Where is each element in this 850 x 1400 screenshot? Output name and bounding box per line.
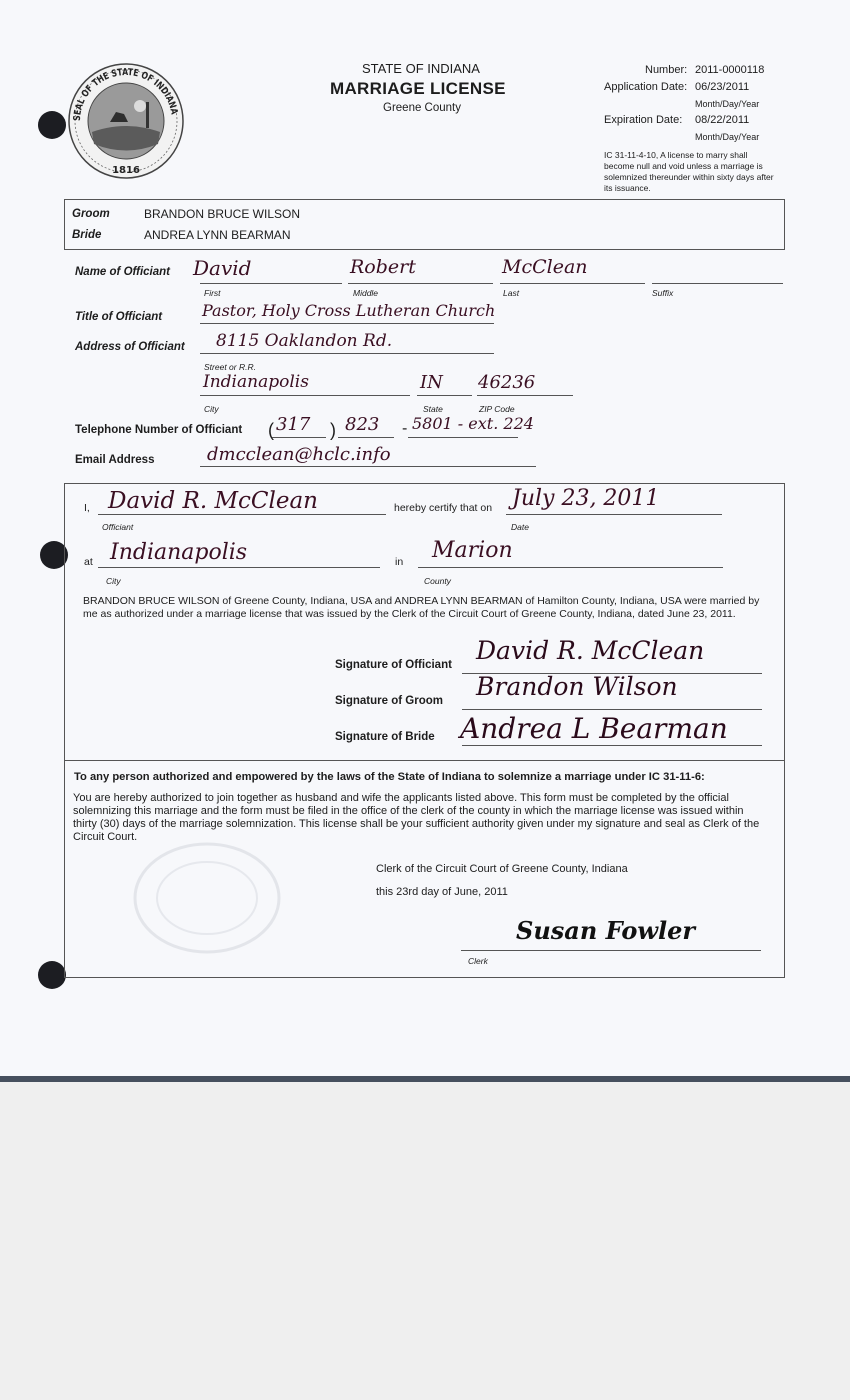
street-line bbox=[200, 353, 494, 354]
document-title: MARRIAGE LICENSE bbox=[330, 79, 506, 98]
phone-area-line bbox=[272, 437, 326, 438]
suffix-line bbox=[652, 283, 783, 284]
officiant-name-label: Name of Officiant bbox=[75, 266, 170, 278]
paper-bottom-edge bbox=[0, 1076, 850, 1082]
state-caption: State bbox=[423, 404, 443, 414]
groom-signature: Brandon Wilson bbox=[476, 672, 678, 701]
marriage-date: July 23, 2011 bbox=[512, 486, 660, 511]
officiant-phone-label: Telephone Number of Officiant bbox=[75, 424, 243, 436]
last-caption: Last bbox=[503, 288, 520, 298]
first-name-line bbox=[200, 283, 342, 284]
officiant-email-label: Email Address bbox=[75, 454, 155, 466]
issue-date: this 23rd day of June, 2011 bbox=[376, 886, 508, 898]
certify-text: hereby certify that on bbox=[394, 502, 493, 514]
expiration-date-format: Month/Day/Year bbox=[695, 132, 760, 142]
groom-name: BRANDON BRUCE WILSON bbox=[144, 207, 301, 221]
zip-caption: ZIP Code bbox=[479, 404, 515, 414]
state-name: STATE OF INDIANA bbox=[362, 61, 480, 76]
marriage-county-caption: County bbox=[424, 576, 451, 586]
state-line bbox=[417, 395, 472, 396]
phone-area-code: 317 bbox=[276, 414, 311, 435]
application-date-format: Month/Day/Year bbox=[695, 99, 760, 109]
street-caption: Street or R.R. bbox=[204, 362, 256, 372]
application-date: 06/23/2011 bbox=[695, 81, 750, 93]
first-caption: First bbox=[204, 288, 221, 298]
embossed-seal-icon bbox=[132, 842, 282, 954]
authorization-body: You are hereby authorized to join together as husband and wife the applicants listed above. This form must be completed by the official solemnizing this marriage and the form must be filed in the office of the clerk of the county in which the marriage license was issued within thirty (30) days of the marriage solemnization. This license shall be your sufficient authority given under my signature and seal as Clerk of the Circuit Court. bbox=[73, 792, 760, 843]
punch-hole-bottom bbox=[38, 961, 66, 989]
state-seal-icon bbox=[66, 62, 186, 180]
marriage-city-caption: City bbox=[106, 576, 121, 586]
marriage-county: Marion bbox=[432, 538, 513, 563]
sig-bride-line bbox=[462, 745, 762, 746]
officiant-title-label: Title of Officiant bbox=[75, 311, 163, 323]
city-line bbox=[200, 395, 410, 396]
officiant-street: 8115 Oaklandon Rd. bbox=[216, 331, 393, 351]
phone-line-number: 5801 - ext. 224 bbox=[412, 414, 534, 433]
expiration-date-label: Expiration Date: bbox=[604, 114, 683, 126]
officiant-zip: 46236 bbox=[478, 372, 536, 393]
phone-dash: - bbox=[402, 420, 408, 437]
bride-name: ANDREA LYNN BEARMAN bbox=[144, 228, 291, 242]
title-line bbox=[200, 323, 494, 324]
punch-hole-top bbox=[38, 111, 66, 139]
officiant-middle-name: Robert bbox=[350, 256, 416, 278]
sig-bride-label: Signature of Bride bbox=[335, 731, 435, 743]
last-name-line bbox=[500, 283, 645, 284]
officiant-city: Indianapolis bbox=[203, 372, 309, 392]
middle-caption: Middle bbox=[353, 288, 379, 298]
sig-officiant-label: Signature of Officiant bbox=[335, 659, 452, 671]
marriage-county-line bbox=[418, 567, 723, 568]
clerk-signature-line bbox=[461, 950, 761, 951]
seal-year: 1816 bbox=[112, 165, 140, 176]
seal-text: SEAL OF THE STATE OF INDIANA bbox=[71, 66, 180, 122]
clerk-caption: Clerk bbox=[468, 956, 488, 966]
officiant-state: IN bbox=[420, 372, 443, 393]
phone-close-paren: ) bbox=[330, 420, 336, 440]
marriage-city: Indianapolis bbox=[110, 540, 248, 565]
bride-label: Bride bbox=[72, 229, 102, 241]
clerk-signature: Susan Fowler bbox=[516, 916, 696, 945]
officiant-email: dmcclean@hclc.info bbox=[207, 444, 391, 465]
phone-open-paren: ( bbox=[268, 420, 274, 440]
phone-prefix: 823 bbox=[345, 414, 380, 435]
zip-line bbox=[477, 395, 573, 396]
license-number: 2011-0000118 bbox=[695, 64, 765, 76]
suffix-caption: Suffix bbox=[652, 288, 674, 298]
marriage-date-caption: Date bbox=[511, 522, 529, 532]
marriage-statement: BRANDON BRUCE WILSON of Greene County, Indiana, USA and ANDREA LYNN BEARMAN of Hamilton County, Indiana, USA were married by me as authorized under a marriage license that was issued by the Clerk of the Circuit Court of Greene County, Indiana, dated June 23, 2011. bbox=[83, 595, 760, 620]
groom-label: Groom bbox=[72, 208, 110, 220]
middle-name-line bbox=[348, 283, 493, 284]
officiant-last-name: McClean bbox=[502, 256, 588, 278]
section-divider bbox=[64, 760, 784, 761]
certify-officiant-line bbox=[98, 514, 386, 515]
sig-groom-label: Signature of Groom bbox=[335, 695, 443, 707]
email-line bbox=[200, 466, 536, 467]
officiant-signature: David R. McClean bbox=[476, 636, 705, 665]
officiant-first-name: David bbox=[193, 256, 252, 280]
in-label: in bbox=[395, 556, 404, 568]
at-label: at bbox=[84, 556, 93, 568]
certify-i-label: I, bbox=[84, 502, 90, 514]
certify-officiant-name: David R. McClean bbox=[108, 488, 318, 514]
phone-line-line bbox=[408, 437, 518, 438]
validity-notice: IC 31-11-4-10, A license to marry shall become null and void unless a marriage is solemnized thereunder within sixty days after its issuance. bbox=[604, 150, 774, 193]
officiant-title: Pastor, Holy Cross Lutheran Church bbox=[202, 301, 496, 320]
license-number-label: Number: bbox=[645, 64, 688, 76]
bride-signature: Andrea L Bearman bbox=[460, 712, 728, 745]
authorization-heading: To any person authorized and empowered by the laws of the State of Indiana to solemnize a marriage under IC 31-11-6: bbox=[74, 771, 705, 783]
sig-groom-line bbox=[462, 709, 762, 710]
application-date-label: Application Date: bbox=[604, 81, 688, 93]
clerk-court: Clerk of the Circuit Court of Greene County, Indiana bbox=[376, 863, 628, 875]
officiant-address-label: Address of Officiant bbox=[75, 341, 185, 353]
marriage-date-line bbox=[506, 514, 722, 515]
city-caption: City bbox=[204, 404, 219, 414]
certify-officiant-caption: Officiant bbox=[102, 522, 134, 532]
phone-prefix-line bbox=[338, 437, 394, 438]
marriage-city-line bbox=[98, 567, 380, 568]
expiration-date: 08/22/2011 bbox=[695, 114, 750, 126]
county-name: Greene County bbox=[383, 102, 461, 114]
